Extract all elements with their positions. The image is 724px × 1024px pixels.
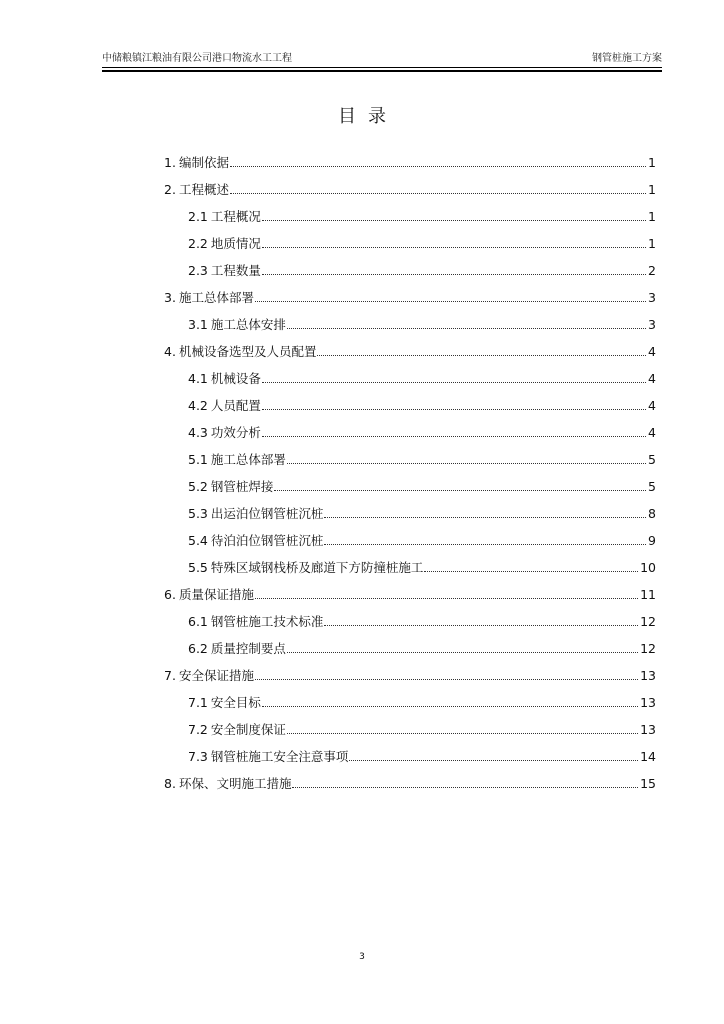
toc-entry-page: 10 bbox=[640, 560, 656, 575]
toc-entry-title: 钢管桩焊接 bbox=[210, 479, 274, 494]
toc-entry-number: 4.1 bbox=[188, 371, 208, 386]
toc-entry-page: 9 bbox=[648, 533, 656, 548]
toc-entry-title: 环保、文明施工措施 bbox=[178, 776, 292, 791]
page-header bbox=[102, 52, 662, 66]
dot-leader bbox=[274, 490, 646, 491]
dot-leader bbox=[262, 274, 646, 275]
toc-entry-number: 5.3 bbox=[188, 506, 208, 521]
toc-entry-page: 15 bbox=[640, 776, 656, 791]
toc-entry-number: 6.2 bbox=[188, 641, 208, 656]
header-document-title: 钢管桩施工方案 bbox=[592, 53, 662, 64]
toc-entry-page: 3 bbox=[648, 290, 656, 305]
toc-entry-title: 机械设备 bbox=[210, 371, 261, 386]
toc-entry-page: 1 bbox=[648, 182, 656, 197]
toc-entry[interactable] bbox=[164, 307, 656, 334]
dot-leader bbox=[324, 544, 646, 545]
toc-entry[interactable] bbox=[164, 550, 656, 577]
toc-entry-page: 12 bbox=[640, 614, 656, 629]
dot-leader bbox=[230, 166, 646, 167]
toc-entry-page: 13 bbox=[640, 695, 656, 710]
toc-entry-number: 2. bbox=[164, 182, 176, 197]
toc-entry-title: 人员配置 bbox=[210, 398, 261, 413]
toc-entry[interactable] bbox=[164, 739, 656, 766]
toc-entry[interactable] bbox=[164, 226, 656, 253]
toc-entry-number: 5.1 bbox=[188, 452, 208, 467]
dot-leader bbox=[287, 463, 646, 464]
dot-leader bbox=[262, 436, 646, 437]
toc-entry-number: 3. bbox=[164, 290, 176, 305]
table-of-contents bbox=[164, 145, 656, 793]
header-project-name: 中储粮镇江粮油有限公司港口物流水工工程 bbox=[102, 53, 292, 64]
dot-leader bbox=[255, 679, 638, 680]
toc-entry[interactable] bbox=[164, 145, 656, 172]
toc-entry-title: 钢管桩施工安全注意事项 bbox=[210, 749, 349, 764]
toc-entry[interactable] bbox=[164, 361, 656, 388]
toc-entry[interactable] bbox=[164, 469, 656, 496]
toc-entry-page: 13 bbox=[640, 722, 656, 737]
page-number: 3 bbox=[359, 952, 365, 962]
toc-entry[interactable] bbox=[164, 442, 656, 469]
dot-leader bbox=[262, 706, 638, 707]
toc-entry-title: 编制依据 bbox=[178, 155, 229, 170]
toc-entry-page: 4 bbox=[648, 425, 656, 440]
dot-leader bbox=[255, 301, 646, 302]
toc-entry[interactable] bbox=[164, 199, 656, 226]
toc-entry-title: 安全目标 bbox=[210, 695, 261, 710]
toc-entry-title: 工程数量 bbox=[210, 263, 261, 278]
toc-entry-page: 2 bbox=[648, 263, 656, 278]
toc-entry-page: 1 bbox=[648, 236, 656, 251]
toc-entry[interactable] bbox=[164, 712, 656, 739]
toc-entry-page: 4 bbox=[648, 371, 656, 386]
toc-entry-number: 5.2 bbox=[188, 479, 208, 494]
toc-entry-number: 5.4 bbox=[188, 533, 208, 548]
toc-entry-title: 功效分析 bbox=[210, 425, 261, 440]
toc-entry-title: 出运泊位钢管桩沉桩 bbox=[210, 506, 324, 521]
toc-entry[interactable] bbox=[164, 172, 656, 199]
toc-entry-title: 工程概况 bbox=[210, 209, 261, 224]
toc-entry-page: 1 bbox=[648, 209, 656, 224]
toc-entry-page: 12 bbox=[640, 641, 656, 656]
toc-entry-title: 安全制度保证 bbox=[210, 722, 286, 737]
toc-entry-number: 8. bbox=[164, 776, 176, 791]
toc-entry-page: 13 bbox=[640, 668, 656, 683]
dot-leader bbox=[349, 760, 638, 761]
toc-entry-title: 工程概述 bbox=[178, 182, 229, 197]
toc-entry-number: 7.3 bbox=[188, 749, 208, 764]
toc-entry-page: 14 bbox=[640, 749, 656, 764]
dot-leader bbox=[262, 220, 646, 221]
toc-entry-title: 施工总体安排 bbox=[210, 317, 286, 332]
toc-entry[interactable] bbox=[164, 496, 656, 523]
toc-entry[interactable] bbox=[164, 280, 656, 307]
toc-entry-page: 4 bbox=[648, 344, 656, 359]
toc-entry-title: 施工总体部署 bbox=[178, 290, 254, 305]
toc-entry-title: 特殊区域钢栈桥及廊道下方防撞桩施工 bbox=[210, 560, 424, 575]
toc-entry-number: 7.2 bbox=[188, 722, 208, 737]
dot-leader bbox=[230, 193, 646, 194]
dot-leader bbox=[424, 571, 638, 572]
toc-entry-title: 施工总体部署 bbox=[210, 452, 286, 467]
toc-entry-number: 7. bbox=[164, 668, 176, 683]
toc-entry-title: 质量保证措施 bbox=[178, 587, 254, 602]
toc-entry-page: 1 bbox=[648, 155, 656, 170]
toc-entry-number: 2.1 bbox=[188, 209, 208, 224]
toc-entry-number: 4.3 bbox=[188, 425, 208, 440]
toc-entry-title: 地质情况 bbox=[210, 236, 261, 251]
toc-entry[interactable] bbox=[164, 577, 656, 604]
dot-leader bbox=[324, 517, 646, 518]
header-rule-thick bbox=[102, 70, 662, 72]
dot-leader bbox=[262, 247, 646, 248]
toc-entry[interactable] bbox=[164, 658, 656, 685]
toc-entry[interactable] bbox=[164, 766, 656, 793]
toc-entry-number: 6. bbox=[164, 587, 176, 602]
toc-entry-page: 4 bbox=[648, 398, 656, 413]
toc-entry-title: 安全保证措施 bbox=[178, 668, 254, 683]
toc-entry[interactable] bbox=[164, 523, 656, 550]
toc-entry[interactable] bbox=[164, 415, 656, 442]
toc-entry-number: 7.1 bbox=[188, 695, 208, 710]
dot-leader bbox=[287, 652, 638, 653]
dot-leader bbox=[262, 409, 646, 410]
toc-entry-title: 钢管桩施工技术标准 bbox=[210, 614, 324, 629]
toc-entry[interactable] bbox=[164, 685, 656, 712]
toc-entry-page: 3 bbox=[648, 317, 656, 332]
toc-entry-page: 8 bbox=[648, 506, 656, 521]
dot-leader bbox=[317, 355, 646, 356]
toc-entry-number: 5.5 bbox=[188, 560, 208, 575]
toc-entry[interactable] bbox=[164, 388, 656, 415]
toc-title: 目录 bbox=[338, 106, 398, 127]
toc-entry-page: 5 bbox=[648, 479, 656, 494]
toc-entry-number: 6.1 bbox=[188, 614, 208, 629]
toc-entry-number: 2.2 bbox=[188, 236, 208, 251]
dot-leader bbox=[292, 787, 638, 788]
dot-leader bbox=[324, 625, 638, 626]
dot-leader bbox=[262, 382, 646, 383]
dot-leader bbox=[255, 598, 638, 599]
dot-leader bbox=[287, 733, 638, 734]
toc-entry[interactable] bbox=[164, 604, 656, 631]
toc-entry-title: 待泊泊位钢管桩沉桩 bbox=[210, 533, 324, 548]
toc-entry-number: 4.2 bbox=[188, 398, 208, 413]
toc-entry-title: 机械设备选型及人员配置 bbox=[178, 344, 317, 359]
toc-entry-number: 1. bbox=[164, 155, 176, 170]
dot-leader bbox=[287, 328, 646, 329]
toc-entry-page: 11 bbox=[640, 587, 656, 602]
toc-entry-number: 4. bbox=[164, 344, 176, 359]
toc-entry-number: 3.1 bbox=[188, 317, 208, 332]
toc-entry[interactable] bbox=[164, 334, 656, 361]
toc-entry-page: 5 bbox=[648, 452, 656, 467]
header-rule-thin bbox=[102, 67, 662, 68]
toc-entry[interactable] bbox=[164, 631, 656, 658]
toc-entry-title: 质量控制要点 bbox=[210, 641, 286, 656]
toc-entry[interactable] bbox=[164, 253, 656, 280]
toc-entry-number: 2.3 bbox=[188, 263, 208, 278]
